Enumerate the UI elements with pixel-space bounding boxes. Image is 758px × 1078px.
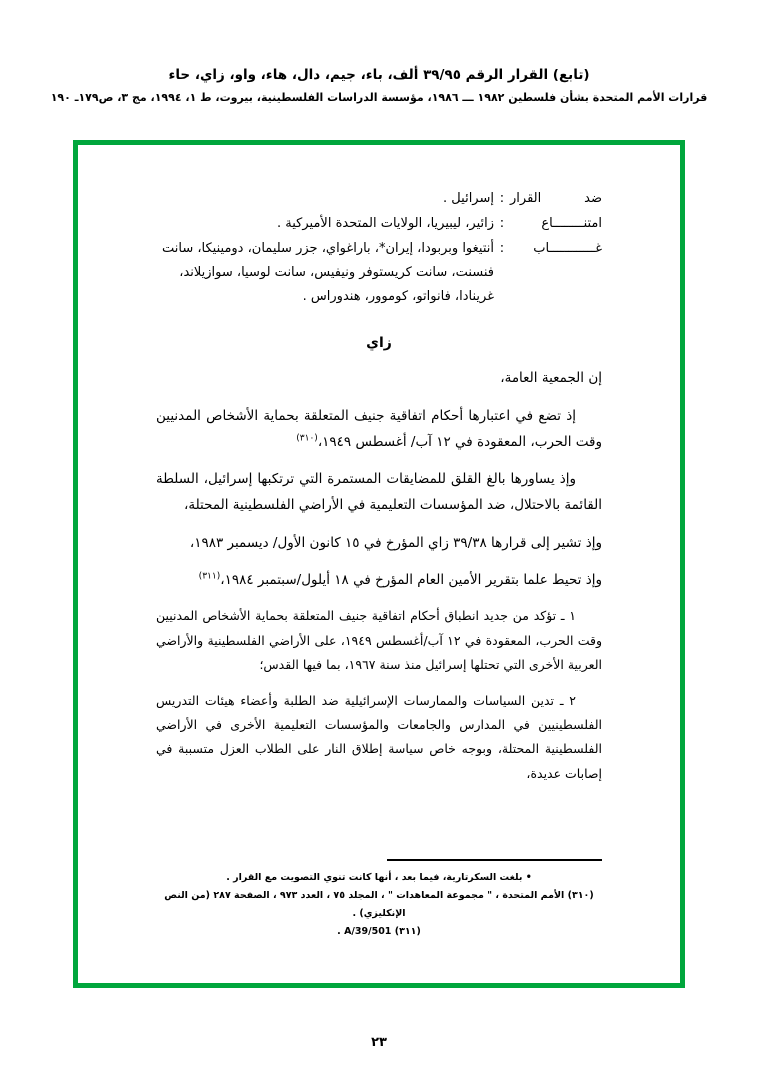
- green-content-frame: [73, 140, 685, 988]
- footnote-item: • بلغت السكرتارية، فيما بعد ، أنها كانت تنوي التصويت مع القرار .: [226, 871, 532, 883]
- header-subtitle: قرارات الأمم المتحدة بشأن فلسطين ١٩٨٢ ـــ ١٩٨٦، مؤسسة الدراسات الفلسطينية، بيروت، ط ١، ١٩٩٤، مج ٣، ص١٧٩ـ ١٩٠: [50, 90, 708, 104]
- vote-results: [156, 187, 602, 309]
- paragraph-operative-2: ٢ ـ تدين السياسات والممارسات الإسرائيلية ضد الطلبة وأعضاء هيئات التدريس الفلسطينيين في المدارس والجامعات والمؤسسات التعليمية الأخرى في الأراضي الفلسطينية المحتلة، وبوجه خاص سياسة إطلاق النار على الطلاب العزل متسببة في إصابات عديدة،: [156, 692, 602, 781]
- vote-label: امتنــــــــاع: [541, 216, 602, 232]
- paragraph-preamble-1: [156, 403, 602, 456]
- paragraph-preamble-4: [156, 567, 602, 593]
- content-body: [78, 145, 680, 983]
- vote-value: زائير، ليبيريا، الولايات المتحدة الأميركية .: [277, 216, 494, 232]
- vote-colon: :: [499, 241, 505, 257]
- footnote-ref: (٣١١): [198, 571, 221, 582]
- footnote-ref: (٣١٠): [296, 433, 318, 444]
- footnote-item: (٣١٠) الأمم المتحدة ، " مجموعة المعاهدات " ، المجلد ٧٥ ، العدد ٩٧٣ ، الصفحة ٢٨٧ (من النص الإنكليزي) .: [164, 889, 594, 919]
- vote-colon: :: [499, 216, 505, 232]
- page-header: [0, 0, 758, 104]
- paragraph-text: وإذ تحيط علما بتقرير الأمين العام المؤرخ في ١٨ أيلول/سبتمبر ١٩٨٤،: [220, 572, 602, 589]
- vote-row: [156, 212, 602, 236]
- paragraph-preamble-opening: إن الجمعية العامة،: [500, 370, 602, 387]
- vote-colon: :: [499, 191, 505, 206]
- vote-label: غــــــــــــاب: [533, 241, 602, 257]
- page-number: ٢٣: [371, 1035, 387, 1050]
- vote-row: [156, 187, 602, 211]
- vote-value: أنتيغوا وبربودا، إيران*، باراغواي، جزر سليمان، دومينيكا، سانت فنسنت، سانت كريستوفر ونيفيس، سانت لوسيا، سوازيلاند، غرينادا، فانواتو، كوموور، هندوراس .: [161, 241, 494, 305]
- paragraph-text: إذ تضع في اعتبارها أحكام اتفاقية جنيف المتعلقة بحماية الأشخاص المدنيين وقت الحرب، المعقودة في ١٢ آب/ أغسطس ١٩٤٩،: [156, 407, 602, 450]
- vote-label: ضد القرار: [510, 191, 602, 206]
- vote-value: إسرائيل .: [443, 191, 494, 206]
- footnote-divider: [387, 859, 602, 861]
- paragraph-preamble-2: وإذ يساورها بالغ القلق للمضايقات المستمرة التي ترتكبها إسرائيل، السلطة القائمة بالاحتلال، ضد المؤسسات التعليمية في الأراضي الفلسطينية المحتلة،: [156, 471, 602, 514]
- paragraph-operative-1: ١ ـ تؤكد من جديد انطباق أحكام اتفاقية جنيف المتعلقة بحماية الأشخاص المدنيين وقت الحرب، المعقودة في ١٢ آب/أغسطس ١٩٤٩، على الأراضي الفلسطينية والأراضي العربية الأخرى التي تحتلها إسرائيل منذ سنة ١٩٦٧، بما فيها القدس؛: [156, 608, 603, 673]
- header-title: (تابع) القرار الرقم ٣٩/٩٥ ألف، باء، جيم، دال، هاء، واو، زاي، حاء: [168, 67, 590, 83]
- footnotes-section: [156, 859, 602, 941]
- section-letter: زاي: [366, 335, 392, 352]
- vote-row: [156, 237, 602, 309]
- footnote-item: (٣١١) A/39/501 .: [337, 925, 421, 937]
- paragraph-preamble-3: وإذ تشير إلى قرارها ٣٩/٣٨ زاي المؤرخ في ١٥ كانون الأول/ ديسمبر ١٩٨٣،: [189, 534, 602, 551]
